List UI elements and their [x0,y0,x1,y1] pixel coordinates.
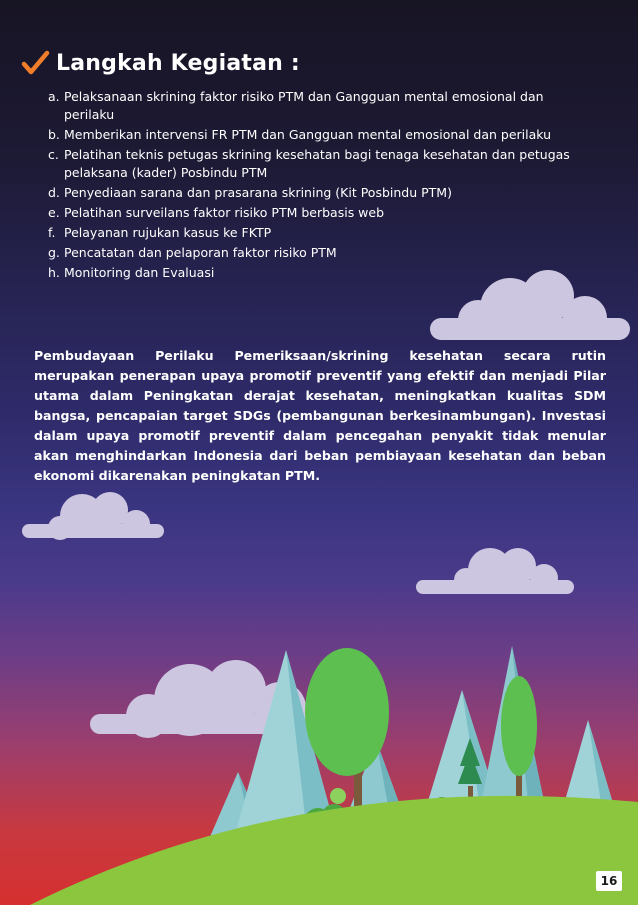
list-item-text: Penyediaan sarana dan prasarana skrining (Kit Posbindu PTM) [64,185,452,200]
check-icon [20,48,50,78]
list-item [48,126,588,144]
list-item [48,264,588,282]
list-marker: g. [48,245,60,260]
list-item-text: Memberikan intervensi FR PTM dan Gangguan mental emosional dan perilaku [64,127,552,142]
list-item-text: Pelayanan rujukan kasus ke FKTP [64,225,272,240]
list-marker: d. [48,185,60,200]
list-item [48,146,588,182]
list-item [48,184,588,202]
list-item [48,244,588,262]
small-bush-light [330,788,346,804]
list-marker: e. [48,205,60,220]
body-paragraph: Pembudayaan Perilaku Pemeriksaan/skrining kesehatan secara rutin merupakan penerapan upaya promotif preventif yang efektif dan menjadi Pilar utama dalam Peningkatan derajat kesehatan, meningkatkan kualitas SDM bangsa, pencapaian target SDGs (pembangunan berkesinambungan). Investasi dalam upaya promotif preventif dalam pencegahan penyakit tidak menular akan menghindarkan Indonesia dari beban pembiayaan kesehatan dan beban ekonomi dikarenakan peningkatan PTM. [34,348,606,483]
cloud-right [416,548,574,594]
list-item-text: Pelatihan teknis petugas skrining kesehatan bagi tenaga kesehatan dan petugas pelaksana (kader) Posbindu PTM [64,147,570,180]
grass-hill [30,796,638,905]
list-item-text: Monitoring dan Evaluasi [64,265,215,280]
list-marker: c. [48,147,59,162]
list-item-text: Pelaksanaan skrining faktor risiko PTM dan Gangguan mental emosional dan perilaku [64,89,544,122]
list-marker: a. [48,89,60,104]
steps-list [48,88,588,284]
list-marker: h. [48,265,60,280]
page-number: 16 [596,871,622,891]
section-heading [20,48,300,78]
list-item [48,88,588,124]
list-marker: b. [48,127,60,142]
section-title: Langkah Kegiatan : [56,50,300,76]
list-marker: f. [48,225,56,240]
cloud-left [22,492,164,540]
list-item-text: Pencatatan dan pelaporan faktor risiko PTM [64,245,337,260]
list-item [48,204,588,222]
list-item [48,224,588,242]
list-item-text: Pelatihan surveilans faktor risiko PTM berbasis web [64,205,385,220]
